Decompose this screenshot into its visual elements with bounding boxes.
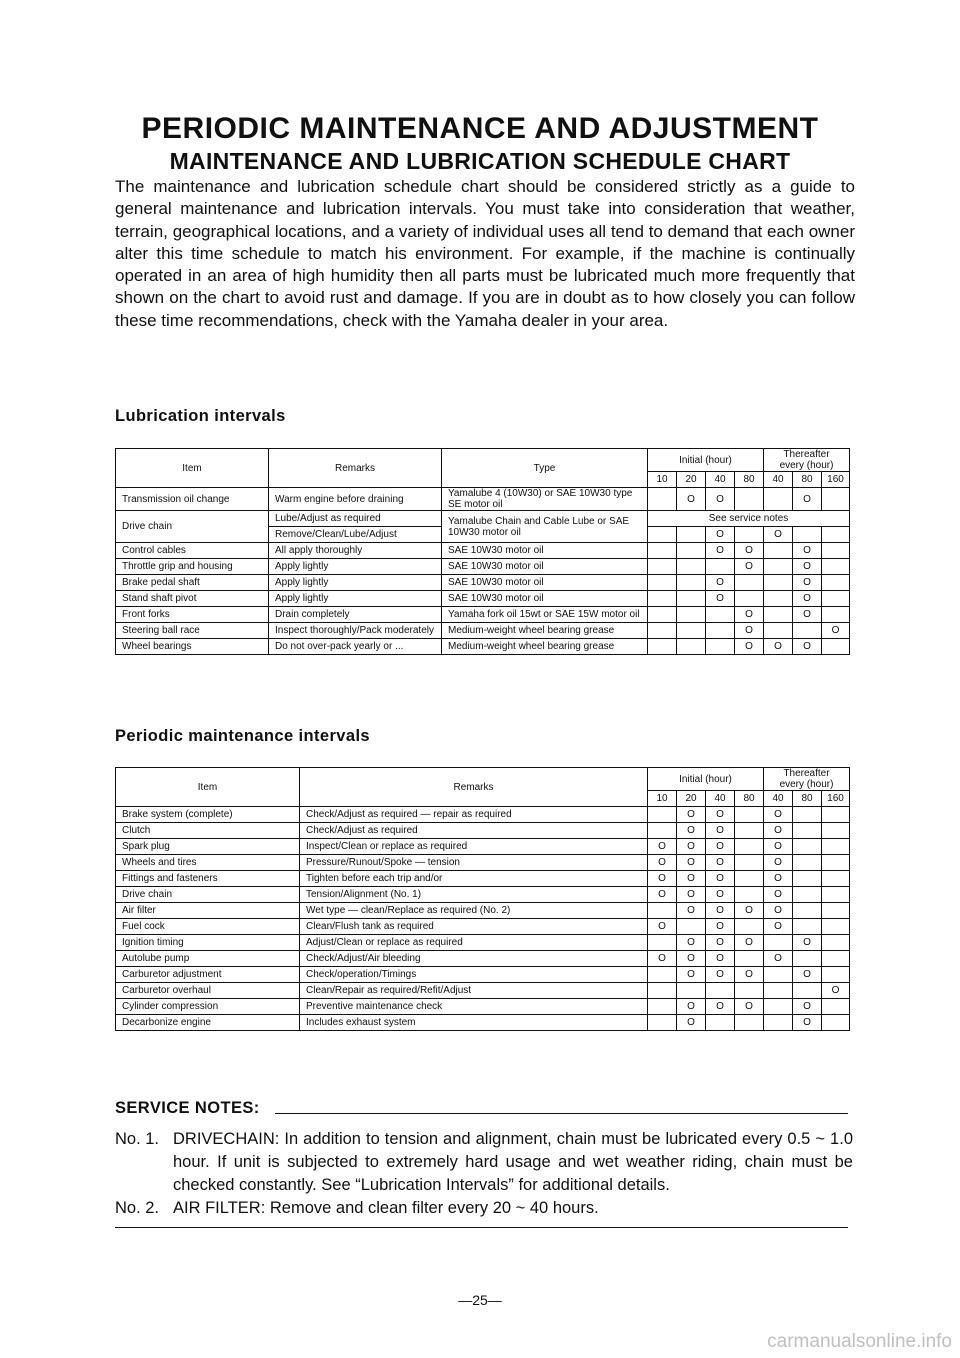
row-type: SAE 10W30 motor oil — [442, 543, 648, 559]
interval-mark — [648, 983, 677, 999]
header-hour: 160 — [822, 791, 850, 807]
row-remarks: Inspect/Clean or replace as required — [300, 839, 648, 855]
interval-mark: O — [706, 823, 735, 839]
header-item: Item — [116, 449, 269, 488]
row-item: Stand shaft pivot — [116, 591, 269, 607]
interval-mark — [822, 887, 850, 903]
interval-mark — [706, 559, 735, 575]
service-note-label: No. 1. — [115, 1130, 160, 1148]
interval-mark: O — [793, 967, 822, 983]
interval-mark: O — [706, 935, 735, 951]
service-note-text: DRIVECHAIN: In addition to tension and alignment, chain must be lubricated every 0.5 ~ 1.0 hour. If unit is subjected to extremely hard usage and wet weather riding, chain must be checked constantly. See “Lubrication Intervals” for additional details. — [173, 1130, 853, 1194]
interval-mark — [648, 807, 677, 823]
row-type: SAE 10W30 motor oil — [442, 591, 648, 607]
header-hour: 40 — [764, 791, 793, 807]
row-remarks: Clean/Flush tank as required — [300, 919, 648, 935]
interval-mark: O — [822, 623, 850, 639]
interval-mark: O — [706, 839, 735, 855]
interval-mark — [764, 543, 793, 559]
interval-mark — [764, 999, 793, 1015]
interval-mark: O — [706, 855, 735, 871]
table-row — [116, 591, 850, 607]
interval-mark: O — [648, 855, 677, 871]
interval-mark — [793, 983, 822, 999]
interval-mark — [677, 607, 706, 623]
interval-mark: O — [706, 591, 735, 607]
interval-mark: O — [764, 807, 793, 823]
row-item: Front forks — [116, 607, 269, 623]
interval-mark — [648, 623, 677, 639]
interval-mark: O — [735, 935, 764, 951]
interval-mark: O — [648, 887, 677, 903]
row-remarks: Clean/Repair as required/Refit/Adjust — [300, 983, 648, 999]
interval-mark — [793, 887, 822, 903]
interval-mark — [822, 575, 850, 591]
row-item: Throttle grip and housing — [116, 559, 269, 575]
interval-mark: O — [735, 903, 764, 919]
row-remarks: Check/Adjust/Air bleeding — [300, 951, 648, 967]
table-row — [116, 839, 850, 855]
interval-mark — [677, 591, 706, 607]
interval-mark: O — [677, 488, 706, 511]
header-initial: Initial (hour) — [648, 449, 764, 472]
interval-mark — [822, 871, 850, 887]
interval-mark: O — [648, 919, 677, 935]
row-item: Brake pedal shaft — [116, 575, 269, 591]
interval-mark: O — [793, 999, 822, 1015]
interval-mark — [735, 1015, 764, 1031]
row-item: Clutch — [116, 823, 300, 839]
interval-mark — [677, 543, 706, 559]
interval-mark — [822, 967, 850, 983]
interval-mark — [648, 559, 677, 575]
periodic-maintenance-table — [115, 767, 850, 1031]
row-remarks: Wet type — clean/Replace as required (No. 2) — [300, 903, 648, 919]
header-type: Type — [442, 449, 648, 488]
interval-mark: O — [793, 935, 822, 951]
row-item: Decarbonize engine — [116, 1015, 300, 1031]
interval-mark — [822, 488, 850, 511]
interval-mark — [822, 527, 850, 543]
row-remarks: Apply lightly — [269, 559, 442, 575]
interval-mark — [648, 999, 677, 1015]
table-row — [116, 559, 850, 575]
interval-mark — [677, 527, 706, 543]
row-item: Fuel cock — [116, 919, 300, 935]
interval-mark — [764, 983, 793, 999]
interval-mark — [706, 983, 735, 999]
table-row — [116, 999, 850, 1015]
interval-mark: O — [793, 639, 822, 655]
row-remarks: Lube/Adjust as required — [269, 511, 442, 527]
interval-mark: O — [677, 855, 706, 871]
interval-mark — [822, 591, 850, 607]
interval-mark: O — [706, 807, 735, 823]
interval-mark — [793, 855, 822, 871]
interval-mark — [735, 488, 764, 511]
lubrication-table — [115, 448, 850, 655]
header-hour: 10 — [648, 791, 677, 807]
row-remarks: Check/Adjust as required — [300, 823, 648, 839]
interval-mark: O — [764, 527, 793, 543]
interval-mark — [648, 543, 677, 559]
interval-mark — [793, 623, 822, 639]
header-hour: 40 — [764, 472, 793, 488]
table-row — [116, 935, 850, 951]
row-type: Yamalube Chain and Cable Lube or SAE 10W30 motor oil — [442, 511, 648, 543]
table-row — [116, 919, 850, 935]
row-remarks: All apply thoroughly — [269, 543, 442, 559]
row-item: Transmission oil change — [116, 488, 269, 511]
interval-mark — [764, 575, 793, 591]
interval-mark — [822, 999, 850, 1015]
interval-mark — [677, 575, 706, 591]
interval-mark: O — [793, 559, 822, 575]
table-row — [116, 1015, 850, 1031]
interval-mark — [706, 623, 735, 639]
table-header-row — [116, 768, 850, 791]
interval-mark — [793, 839, 822, 855]
table-row — [116, 855, 850, 871]
interval-mark — [677, 919, 706, 935]
interval-mark: O — [706, 543, 735, 559]
row-item: Carburetor adjustment — [116, 967, 300, 983]
interval-mark — [822, 639, 850, 655]
interval-mark — [793, 919, 822, 935]
interval-mark: O — [793, 1015, 822, 1031]
interval-mark — [822, 543, 850, 559]
row-item: Fittings and fasteners — [116, 871, 300, 887]
row-remarks: Do not over-pack yearly or ... — [269, 639, 442, 655]
interval-mark: O — [706, 871, 735, 887]
interval-mark — [735, 823, 764, 839]
table-row — [116, 575, 850, 591]
interval-mark: O — [764, 919, 793, 935]
interval-mark — [764, 591, 793, 607]
interval-mark: O — [677, 807, 706, 823]
service-note-text: AIR FILTER: Remove and clean filter every 20 ~ 40 hours. — [173, 1199, 599, 1217]
header-hour: 40 — [706, 791, 735, 807]
interval-mark — [648, 575, 677, 591]
header-item: Item — [116, 768, 300, 807]
interval-mark: O — [677, 839, 706, 855]
interval-mark: O — [706, 527, 735, 543]
interval-mark: O — [764, 871, 793, 887]
interval-mark — [648, 527, 677, 543]
interval-mark: O — [735, 639, 764, 655]
row-item: Autolube pump — [116, 951, 300, 967]
interval-mark: O — [764, 951, 793, 967]
interval-mark: O — [735, 967, 764, 983]
table-row — [116, 807, 850, 823]
row-remarks: Pressure/Runout/Spoke — tension — [300, 855, 648, 871]
interval-mark — [735, 887, 764, 903]
header-hour: 80 — [735, 472, 764, 488]
header-thereafter: Thereafter every (hour) — [764, 449, 850, 472]
interval-mark — [822, 919, 850, 935]
interval-mark: O — [735, 559, 764, 575]
row-remarks: Preventive maintenance check — [300, 999, 648, 1015]
interval-mark — [822, 1015, 850, 1031]
header-hour: 20 — [677, 791, 706, 807]
interval-mark — [648, 823, 677, 839]
row-note: See service notes — [648, 511, 850, 527]
interval-mark — [648, 488, 677, 511]
interval-mark — [793, 871, 822, 887]
table-row — [116, 983, 850, 999]
interval-mark: O — [677, 903, 706, 919]
interval-mark: O — [706, 575, 735, 591]
table-row — [116, 511, 850, 527]
interval-mark: O — [706, 903, 735, 919]
row-remarks: Apply lightly — [269, 591, 442, 607]
interval-mark — [764, 559, 793, 575]
row-item: Cylinder compression — [116, 999, 300, 1015]
table-row — [116, 967, 850, 983]
interval-mark — [822, 607, 850, 623]
table-row — [116, 951, 850, 967]
interval-mark — [793, 903, 822, 919]
page-title: PERIODIC MAINTENANCE AND ADJUSTMENT — [141, 112, 819, 145]
table-row — [116, 639, 850, 655]
interval-mark — [706, 1015, 735, 1031]
row-item: Air filter — [116, 903, 300, 919]
header-hour: 10 — [648, 472, 677, 488]
periodic-section-title: Periodic maintenance intervals — [115, 727, 371, 745]
row-remarks: Tighten before each trip and/or — [300, 871, 648, 887]
table-row — [116, 871, 850, 887]
interval-mark — [648, 639, 677, 655]
interval-mark — [822, 935, 850, 951]
interval-mark — [822, 823, 850, 839]
interval-mark — [822, 951, 850, 967]
table-header-row — [116, 449, 850, 472]
interval-mark — [764, 1015, 793, 1031]
interval-mark — [677, 639, 706, 655]
row-remarks: Includes exhaust system — [300, 1015, 648, 1031]
interval-mark: O — [793, 488, 822, 511]
row-item: Drive chain — [116, 887, 300, 903]
interval-mark — [764, 623, 793, 639]
service-notes-title: SERVICE NOTES: — [115, 1099, 260, 1117]
interval-mark — [735, 807, 764, 823]
table-row — [116, 823, 850, 839]
interval-mark: O — [793, 591, 822, 607]
row-remarks: Tension/Alignment (No. 1) — [300, 887, 648, 903]
interval-mark: O — [648, 951, 677, 967]
row-type: Medium-weight wheel bearing grease — [442, 639, 648, 655]
header-remarks: Remarks — [300, 768, 648, 807]
interval-mark — [793, 951, 822, 967]
watermark: carmanualsonline.info — [767, 1331, 952, 1352]
interval-mark: O — [648, 839, 677, 855]
row-remarks: Apply lightly — [269, 575, 442, 591]
interval-mark — [677, 623, 706, 639]
interval-mark — [648, 607, 677, 623]
interval-mark: O — [677, 999, 706, 1015]
row-remarks: Inspect thoroughly/Pack moderately — [269, 623, 442, 639]
row-item: Carburetor overhaul — [116, 983, 300, 999]
interval-mark: O — [677, 871, 706, 887]
header-initial: Initial (hour) — [648, 768, 764, 791]
row-item: Steering ball race — [116, 623, 269, 639]
interval-mark — [735, 951, 764, 967]
row-remarks: Check/Adjust as required — repair as required — [300, 807, 648, 823]
interval-mark — [735, 983, 764, 999]
page-number: —25— — [458, 1292, 502, 1308]
interval-mark — [735, 591, 764, 607]
interval-mark — [822, 807, 850, 823]
interval-mark — [764, 967, 793, 983]
header-hour: 80 — [735, 791, 764, 807]
row-type: Yamaha fork oil 15wt or SAE 15W motor oil — [442, 607, 648, 623]
interval-mark — [764, 488, 793, 511]
interval-mark: O — [764, 639, 793, 655]
row-remarks: Check/operation/Timings — [300, 967, 648, 983]
row-item: Wheel bearings — [116, 639, 269, 655]
interval-mark — [735, 839, 764, 855]
interval-mark: O — [735, 623, 764, 639]
row-type: Yamalube 4 (10W30) or SAE 10W30 type SE motor oil — [442, 488, 648, 511]
lubrication-section-title: Lubrication intervals — [115, 407, 286, 425]
interval-mark — [648, 591, 677, 607]
interval-mark: O — [677, 823, 706, 839]
interval-mark — [677, 983, 706, 999]
interval-mark — [735, 871, 764, 887]
header-hour: 160 — [822, 472, 850, 488]
interval-mark — [822, 903, 850, 919]
page-subtitle: MAINTENANCE AND LUBRICATION SCHEDULE CHART — [169, 148, 791, 174]
table-row — [116, 623, 850, 639]
interval-mark: O — [735, 543, 764, 559]
row-item: Ignition timing — [116, 935, 300, 951]
interval-mark: O — [648, 871, 677, 887]
row-item: Brake system (complete) — [116, 807, 300, 823]
interval-mark: O — [764, 903, 793, 919]
row-item: Drive chain — [116, 511, 269, 543]
header-thereafter: Thereafter every (hour) — [764, 768, 850, 791]
interval-mark — [706, 607, 735, 623]
service-note-label: No. 2. — [115, 1199, 160, 1217]
interval-mark: O — [677, 887, 706, 903]
interval-mark — [648, 1015, 677, 1031]
row-type: Medium-weight wheel bearing grease — [442, 623, 648, 639]
interval-mark: O — [764, 823, 793, 839]
interval-mark — [793, 527, 822, 543]
interval-mark: O — [706, 919, 735, 935]
header-hour: 80 — [793, 472, 822, 488]
row-item: Wheels and tires — [116, 855, 300, 871]
table-row — [116, 607, 850, 623]
interval-mark — [677, 559, 706, 575]
row-remarks: Remove/Clean/Lube/Adjust — [269, 527, 442, 543]
interval-mark — [648, 967, 677, 983]
interval-mark: O — [677, 967, 706, 983]
interval-mark: O — [706, 488, 735, 511]
header-hour: 80 — [793, 791, 822, 807]
interval-mark — [822, 839, 850, 855]
row-type: SAE 10W30 motor oil — [442, 559, 648, 575]
row-remarks: Warm engine before draining — [269, 488, 442, 511]
interval-mark: O — [706, 967, 735, 983]
interval-mark — [648, 935, 677, 951]
header-remarks: Remarks — [269, 449, 442, 488]
interval-mark — [735, 575, 764, 591]
interval-mark — [822, 559, 850, 575]
interval-mark: O — [793, 575, 822, 591]
header-hour: 40 — [706, 472, 735, 488]
interval-mark — [735, 919, 764, 935]
row-item: Control cables — [116, 543, 269, 559]
row-item: Spark plug — [116, 839, 300, 855]
interval-mark: O — [822, 983, 850, 999]
row-type: SAE 10W30 motor oil — [442, 575, 648, 591]
table-row — [116, 903, 850, 919]
service-notes-rule — [275, 1113, 848, 1114]
interval-mark — [735, 855, 764, 871]
interval-mark: O — [735, 999, 764, 1015]
interval-mark — [822, 855, 850, 871]
table-row — [116, 543, 850, 559]
interval-mark: O — [764, 887, 793, 903]
header-hour: 20 — [677, 472, 706, 488]
table-row — [116, 887, 850, 903]
interval-mark: O — [677, 935, 706, 951]
interval-mark: O — [706, 999, 735, 1015]
interval-mark — [735, 527, 764, 543]
interval-mark: O — [706, 951, 735, 967]
interval-mark — [648, 903, 677, 919]
interval-mark — [764, 935, 793, 951]
interval-mark — [764, 607, 793, 623]
interval-mark: O — [793, 543, 822, 559]
interval-mark: O — [677, 951, 706, 967]
row-remarks: Adjust/Clean or replace as required — [300, 935, 648, 951]
interval-mark: O — [793, 607, 822, 623]
interval-mark — [706, 639, 735, 655]
interval-mark: O — [735, 607, 764, 623]
interval-mark: O — [677, 1015, 706, 1031]
row-remarks: Drain completely — [269, 607, 442, 623]
interval-mark: O — [706, 887, 735, 903]
bottom-rule — [115, 1227, 848, 1228]
interval-mark — [793, 807, 822, 823]
interval-mark: O — [764, 855, 793, 871]
interval-mark — [793, 823, 822, 839]
intro-paragraph: The maintenance and lubrication schedule chart should be considered strictly as a guide to general maintenance and lubrication intervals. You must take into consideration that weather, terrain, geographical locations, and a variety of individual uses all tend to demand that each owner alter this time schedule to match his environment. For example, if the machine is continually operated in an area of high humidity then all parts must be lubricated much more frequently that shown on the chart to avoid rust and damage. If you are in doubt as to how closely you can follow these time recommendations, check with the Yamaha dealer in your area. — [115, 177, 855, 330]
interval-mark: O — [764, 839, 793, 855]
table-row — [116, 488, 850, 511]
